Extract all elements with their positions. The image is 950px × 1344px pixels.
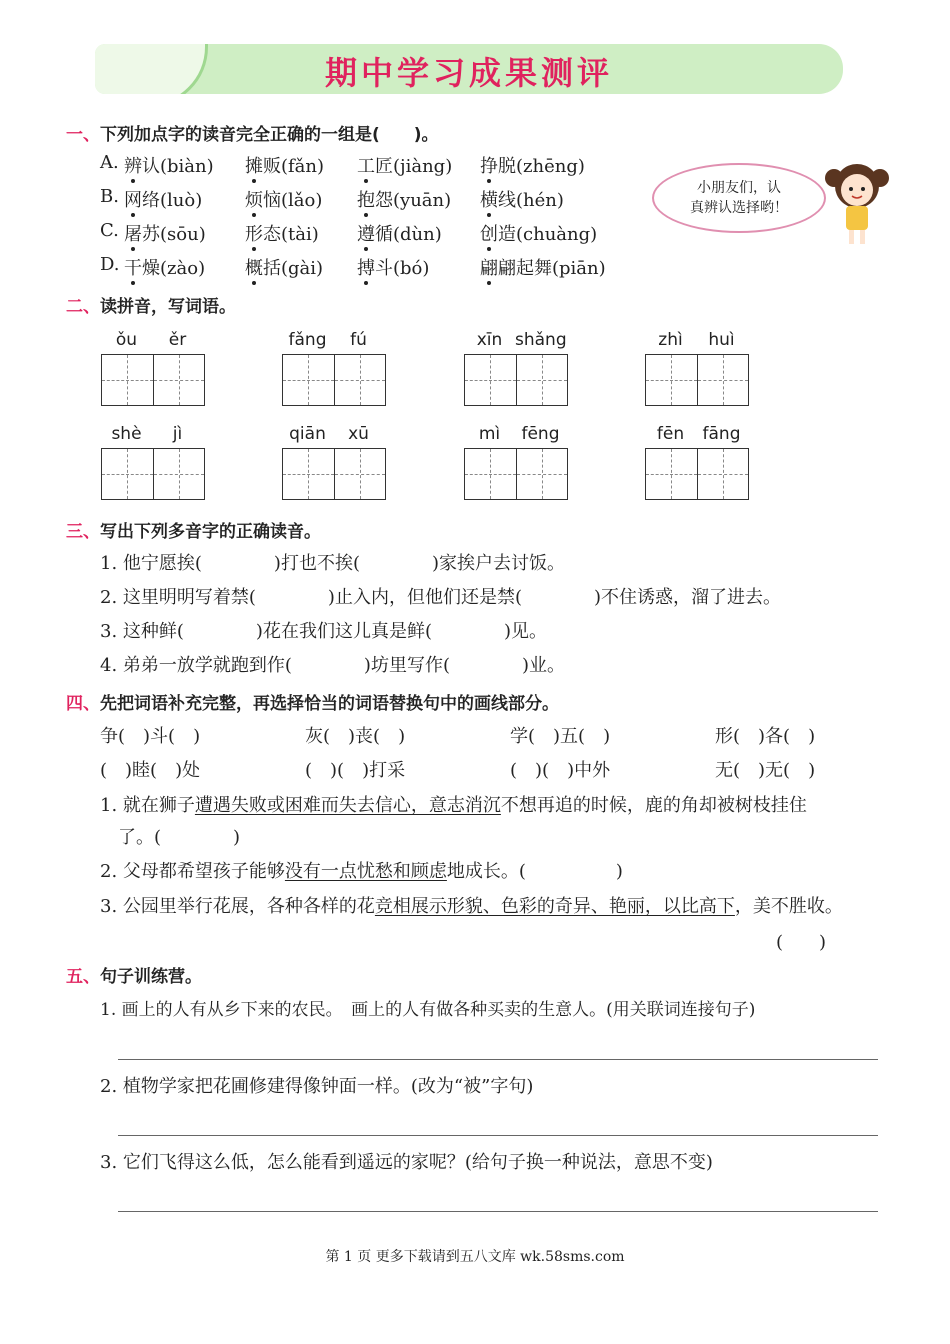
grid-cell[interactable] (102, 449, 153, 499)
s1-option-word: 概括(gài) (245, 258, 324, 279)
s4-word-7: ( )( )中外 (510, 760, 611, 781)
pinyin-label: huì (708, 330, 735, 350)
s4-question-3: 3. 公园里举行花展，各种各样的花竞相展示形貌、色彩的奇异、艳丽，以比高下，美不胜收。 (100, 896, 843, 917)
s1-option-word: 遵循(dùn) (357, 224, 442, 245)
writing-grid[interactable] (101, 354, 205, 406)
pinyin-label: fēng (521, 424, 560, 444)
title-banner (95, 44, 843, 94)
answer-line-1[interactable] (118, 1059, 878, 1060)
s1-option-word: 形态(tài) (245, 224, 319, 245)
s4-question-3-answer: ( ) (776, 932, 827, 953)
writing-grid[interactable] (645, 448, 749, 500)
section-4-heading: 四、先把词语补充完整，再选择恰当的词语替换句中的画线部分。 (66, 694, 559, 714)
grid-cell[interactable] (697, 449, 749, 499)
writing-grid[interactable] (282, 354, 386, 406)
pinyin-label: ǒu (115, 330, 138, 350)
grid-cell[interactable] (334, 449, 386, 499)
answer-line-3[interactable] (118, 1211, 878, 1212)
grid-cell[interactable] (465, 355, 516, 405)
s1-option-word: 创造(chuàng) (480, 224, 598, 245)
section-1-heading: 一、下列加点字的读音完全正确的一组是( )。 (66, 125, 439, 145)
s1-option-label: D. (100, 254, 120, 275)
writing-grid[interactable] (464, 448, 568, 500)
s4-word-5: ( )睦( )处 (100, 760, 201, 781)
s1-option-word: 翩翩起舞(piān) (480, 258, 606, 279)
s4-word-2: 灰( )丧( ) (305, 726, 406, 747)
pinyin-label: xīn (476, 330, 503, 350)
grid-cell[interactable] (646, 355, 697, 405)
s3-line-4: 4. 弟弟一放学就跑到作( )坊里写作( )业。 (100, 655, 565, 676)
s1-option-word: 横线(hén) (480, 190, 564, 211)
s1-option-word: 网络(luò) (124, 190, 203, 211)
s1-option-word: 干燥(zào) (124, 258, 206, 279)
answer-line-2[interactable] (118, 1135, 878, 1136)
s4-question-1: 1. 就在狮子遭遇失败或困难而失去信心，意志消沉不想再追的时候，鹿的角却被树枝挂住 (100, 795, 807, 816)
s4-word-3: 学( )五( ) (510, 726, 611, 747)
grid-cell[interactable] (516, 449, 568, 499)
speech-bubble: 小朋友们，认 真辨认选择哟！ (652, 163, 826, 233)
s1-option-label: B. (100, 186, 119, 207)
page-title: 期中学习成果测评 (324, 54, 613, 92)
grid-cell[interactable] (283, 449, 334, 499)
s1-option-word: 辨认(biàn) (124, 156, 214, 177)
grid-cell[interactable] (102, 355, 153, 405)
s5-question-3: 3. 它们飞得这么低，怎么能看到遥远的家呢？(给句子换一种说法，意思不变) (100, 1152, 713, 1173)
grid-cell[interactable] (153, 449, 205, 499)
pinyin-label: fēn (656, 424, 685, 444)
grid-cell[interactable] (646, 449, 697, 499)
s3-line-2: 2. 这里明明写着禁( )止入内，但他们还是禁( )不住诱惑，溜了进去。 (100, 587, 781, 608)
s1-option-word: 搏斗(bó) (357, 258, 430, 279)
s4-word-6: ( )( )打采 (305, 760, 406, 781)
grid-cell[interactable] (465, 449, 516, 499)
s1-option-word: 挣脱(zhēng) (480, 156, 585, 177)
s1-option-word: 摊贩(fǎn) (245, 156, 325, 177)
s4-question-2: 2. 父母都希望孩子能够没有一点忧愁和顾虑地成长。( ) (100, 861, 623, 882)
grid-cell[interactable] (516, 355, 568, 405)
s1-option-word: 抱怨(yuān) (357, 190, 452, 211)
pinyin-label: shè (111, 424, 142, 444)
s3-line-3: 3. 这种鲜( )花在我们这儿真是鲜( )见。 (100, 621, 547, 642)
s4-word-4: 形( )各( ) (715, 726, 816, 747)
pinyin-label: mì (478, 424, 501, 444)
s5-question-2: 2. 植物学家把花圃修建得像钟面一样。(改为“被”字句) (100, 1076, 534, 1097)
pinyin-label: zhì (658, 330, 683, 350)
pinyin-label: shǎng (515, 330, 567, 350)
pinyin-label: fǎng (288, 330, 327, 350)
s1-option-word: 屠苏(sōu) (124, 224, 206, 245)
girl-illustration-icon (822, 156, 892, 248)
s3-line-1: 1. 他宁愿挨( )打也不挨( )家挨户去讨饭。 (100, 553, 565, 574)
writing-grid[interactable] (101, 448, 205, 500)
page-footer: 第 1 页 更多下载请到五八文库 wk.58sms.com (325, 1249, 625, 1265)
grid-cell[interactable] (334, 355, 386, 405)
s1-option-word: 工匠(jiàng) (357, 156, 453, 177)
pinyin-label: qiān (289, 424, 326, 444)
grid-cell[interactable] (283, 355, 334, 405)
pinyin-label: jì (172, 424, 183, 444)
pinyin-label: fāng (702, 424, 741, 444)
grid-cell[interactable] (697, 355, 749, 405)
writing-grid[interactable] (645, 354, 749, 406)
pinyin-label: xū (348, 424, 369, 444)
s5-question-1: 1. 画上的人有从乡下来的农民。 画上的人有做各种买卖的生意人。(用关联词连接句子) (100, 1000, 756, 1020)
s4-question-1-answer: 了。( ) (118, 827, 241, 848)
section-3-heading: 三、写出下列多音字的正确读音。 (66, 522, 321, 542)
grid-cell[interactable] (153, 355, 205, 405)
section-5-heading: 五、句子训练营。 (66, 967, 202, 987)
section-2-heading: 二、读拼音，写词语。 (66, 297, 236, 317)
writing-grid[interactable] (282, 448, 386, 500)
s4-word-8: 无( )无( ) (715, 760, 816, 781)
s1-option-label: C. (100, 220, 119, 241)
s1-option-label: A. (100, 152, 119, 173)
writing-grid[interactable] (464, 354, 568, 406)
s4-word-1: 争( )斗( ) (100, 726, 201, 747)
pinyin-label: ěr (168, 330, 187, 350)
s1-option-word: 烦恼(lǎo) (245, 190, 323, 211)
pinyin-label: fú (350, 330, 367, 350)
